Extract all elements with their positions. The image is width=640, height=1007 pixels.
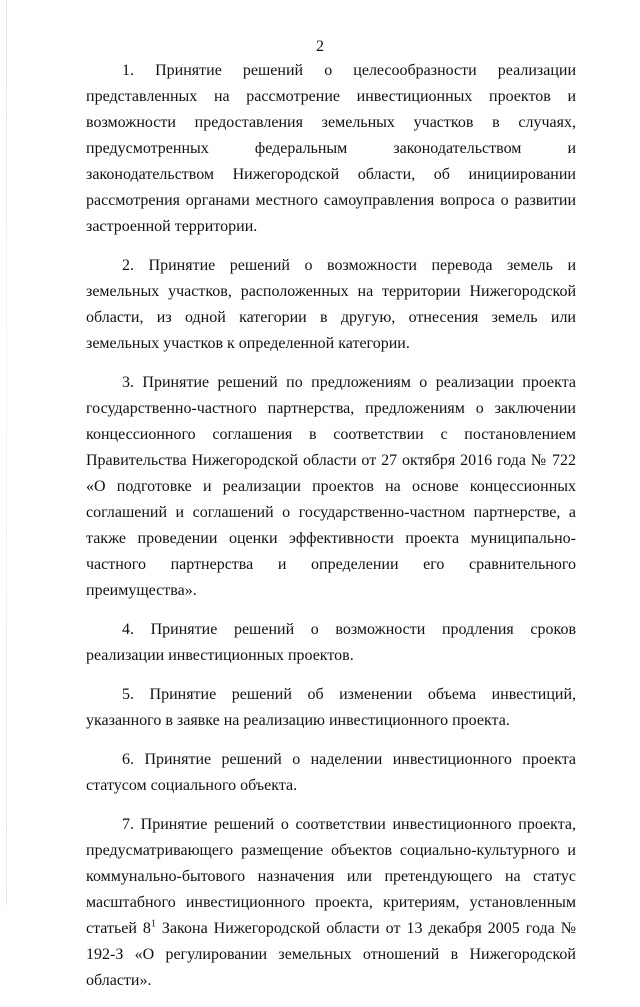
list-item-text: Принятие решений о возможности перевода земель и земельных участков, расположенных на территории Нижегородской области, из одной категории в другую, отнесения земель или земельных участков к определенной категории. (86, 257, 577, 352)
page-number: 2 (316, 38, 324, 55)
list-item-3 (86, 370, 576, 604)
list-item-text-before: Принятие решений о соответствии инвестиционного проекта, предусматривающего размещение объектов социально-культурного и коммунально-бытового назначения или претендующего на статус масштабного инвестиционного проекта, критериям, установленным статьей 8 (86, 816, 576, 937)
list-item-number: 1. (122, 62, 134, 79)
list-item-number: 2. (122, 257, 134, 274)
document-body (86, 58, 576, 1007)
article-superscript: 1 (150, 918, 156, 930)
list-item-text: Принятие решений об изменении объема инвестиций, указанного в заявке на реализацию инвестиционного проекта. (86, 686, 576, 729)
list-item-1 (86, 58, 576, 240)
list-item-7 (86, 812, 576, 994)
scan-edge-line (6, 0, 7, 905)
list-item-4 (86, 617, 576, 669)
list-item-text: Принятие решений о возможности продления сроков реализации инвестиционных проектов. (86, 621, 576, 664)
list-item-text: Принятие решений по предложениям о реализации проекта государственно-частного партнерства, предложениям о заключении концессионного соглашения в соответствии с постановлением Правительства Нижегородской области от 27 октября 2016 года № 722 «О подготовке и реализации проектов на основе концессионных соглашений и соглашений о государственно-частном партнерстве, а также проведении оценки эффективности проекта муниципально-частного партнерства и определении его сравнительного преимущества». (86, 374, 577, 599)
list-item-number: 5. (122, 686, 134, 703)
list-item-6 (86, 747, 576, 799)
list-item-5 (86, 682, 576, 734)
list-item-text: Принятие решений о целесообразности реализации представленных на рассмотрение инвестиционных проектов и возможности предоставления земельных участков в случаях, предусмотренных федеральным законодательством и законодательством Нижегородской области, об инициировании рассмотрения органами местного самоуправления вопроса о развитии застроенной территории. (86, 62, 576, 235)
list-item-text-after: Закона Нижегородской области от 13 декабря 2005 года № 192-З «О регулировании земельных отношений в Нижегородской области». (86, 920, 577, 989)
list-item-number: 7. (122, 816, 134, 833)
list-item-2 (86, 253, 576, 357)
list-item-number: 4. (122, 621, 134, 638)
list-item-text: Принятие решений о наделении инвестиционного проекта статусом социального объекта. (86, 751, 577, 794)
list-item-number: 3. (122, 374, 134, 391)
list-item-number: 6. (122, 751, 134, 768)
